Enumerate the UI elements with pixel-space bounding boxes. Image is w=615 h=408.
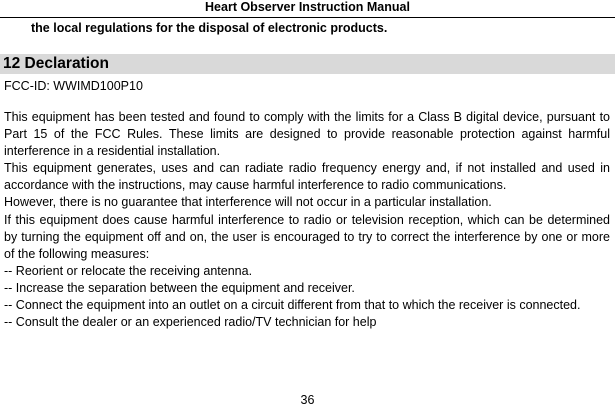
page-header [0,0,615,18]
section-title: 12 Declaration [3,55,109,72]
measure-item: -- Consult the dealer or an experienced radio/TV technician for help [4,315,377,330]
measure-item: -- Increase the separation between the equipment and receiver. [4,280,355,295]
page-number: 36 [300,393,315,407]
fcc-id: FCC-ID: WWIMD100P10 [4,79,143,93]
compliance-paragraph: This equipment has been tested and found to comply with the limits for a Class B digital device, pursuant to Part 15 of the FCC Rules. These limits are designed to provide reasonable protection against harmful interference in a residential installation. [4,110,610,159]
interference-paragraph: This equipment generates, uses and can radiate radio frequency energy and, if not installed and used in accordance with the instructions, may cause harmful interference to radio communications. [4,161,610,193]
carryover-text: the local regulations for the disposal of electronic products. [31,21,388,35]
measure-item: -- Connect the equipment into an outlet on a circuit different from that to which the receiver is connected. [4,298,581,313]
no-guarantee-paragraph: However, there is no guarantee that interference will not occur in a particular installation. [4,195,492,210]
declaration-body [4,109,610,331]
correction-paragraph: If this equipment does cause harmful interference to radio or television reception, which can be determined by turning the equipment off and on, the user is encouraged to try to correct the interference by one or more of the following measures: [4,212,610,261]
measure-item: -- Reorient or relocate the receiving antenna. [4,263,253,278]
manual-title: Heart Observer Instruction Manual [205,0,410,14]
section-heading-bar [0,54,615,74]
